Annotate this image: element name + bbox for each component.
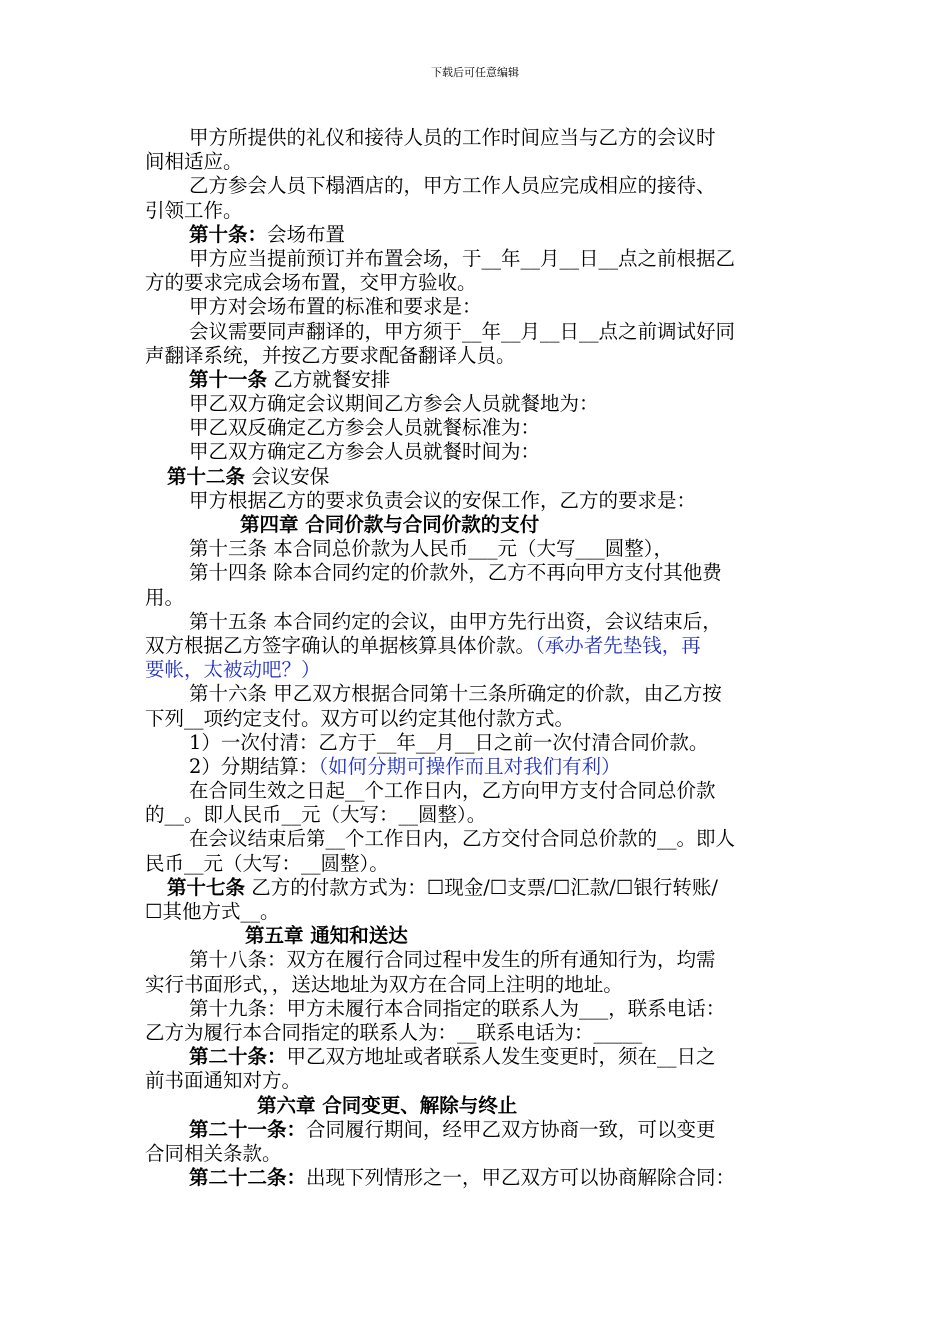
article-title: 乙方就餐安排 (267, 367, 391, 391)
article-title: 会场布置 (267, 222, 346, 246)
text-line: 甲方对会场布置的标准和要求是： (189, 295, 482, 319)
text-line: 声翻译系统，并按乙方要求配备翻译人员。 (145, 343, 516, 367)
article-number: 第二十一条： (189, 1117, 307, 1141)
article-title: 出现下列情形之一，甲乙双方可以协商解除合同： (306, 1166, 736, 1190)
article-title: 合同履行期间，经甲乙双方协商一致，可以变更 (306, 1117, 716, 1141)
article-number: 第十条： (189, 222, 268, 246)
text-line: 在会议结束后第__个工作日内，乙方交付合同总价款的__。即人 (189, 827, 736, 851)
body-text: 2）分期结算： (189, 754, 319, 778)
text-line: 甲乙双方确定乙方参会人员就餐时间为： (189, 440, 541, 464)
comment-note: （如何分期可操作而且对我们有利） (318, 754, 621, 778)
article-number: 第二十条： (189, 1045, 287, 1069)
text-line: 在合同生效之日起__个工作日内，乙方向甲方支付合同总价款 (189, 779, 716, 803)
chapter-heading: 第五章 通知和送达 (245, 924, 408, 948)
article-heading (145, 465, 810, 489)
article-title: 会议安保 (245, 464, 330, 488)
text-line: 第十五条 本合同约定的会议，由甲方先行出资，会议结束后， (189, 609, 722, 633)
text-line: 引领工作。 (145, 198, 243, 222)
body-text: 双方根据乙方签字确认的单据核算具体价款。 (145, 633, 536, 657)
text-line: 用。 (145, 585, 185, 609)
comment-note: （承办者先垫钱，再 (535, 633, 701, 657)
text-line: 民币__元（大写：__圆整）。 (145, 851, 389, 875)
article-number: 第二十二条： (189, 1166, 307, 1190)
text-line: 乙方参会人员下榻酒店的，甲方工作人员应完成相应的接待、 (189, 174, 716, 198)
text-line: ☐其他方式__。 (145, 900, 280, 923)
text-line (145, 634, 810, 658)
chapter-heading: 第四章 合同价款与合同价款的支付 (240, 513, 540, 536)
page-header: 下载后可任意编辑 (431, 66, 519, 79)
text-line: 下列__项约定支付。双方可以约定其他付款方式。 (145, 706, 575, 730)
article-heading (145, 368, 810, 392)
text-line: 前书面通知对方。 (145, 1069, 302, 1093)
text-line: 甲乙双方确定会议期间乙方参会人员就餐地为： (189, 392, 599, 416)
text-line: 合同相关条款。 (145, 1141, 282, 1165)
text-line: 第十九条：甲方未履行本合同指定的联系人为___，联系电话： (189, 996, 726, 1020)
text-line: 乙方为履行本合同指定的联系人为：__联系电话为：_____ (145, 1020, 643, 1044)
text-line: 第十六条 甲乙双方根据合同第十三条所确定的价款，由乙方按 (189, 682, 722, 706)
text-line (145, 755, 810, 779)
text-line: 甲方应当提前预订并布置会场，于__年__月__日__点之前根据乙 (189, 246, 736, 270)
article-title: 甲乙双方地址或者联系人发生变更时，须在__日之 (286, 1045, 716, 1069)
text-line: 第十三条 本合同总价款为人民币___元（大写___圆整）， (189, 537, 673, 561)
text-line: 1）一次付清：乙方于__年__月__日之前一次付清合同价款。 (189, 730, 709, 754)
article-heading (145, 876, 810, 900)
document-body (145, 126, 810, 1190)
text-line: 第十四条 除本合同约定的价款外，乙方不再向甲方支付其他费 (189, 561, 722, 585)
article-number: 第十二条 (167, 464, 246, 488)
comment-note: 要帐，太被动吧？） (145, 658, 321, 682)
article-heading (145, 1045, 810, 1069)
article-number: 第十七条 (167, 875, 246, 899)
text-line: 甲方根据乙方的要求负责会议的安保工作，乙方的要求是： (189, 488, 697, 512)
article-heading (145, 1166, 810, 1190)
article-heading (145, 223, 810, 247)
text-line: 会议需要同声翻译的，甲方须于__年__月__日__点之前调试好同 (189, 319, 736, 343)
article-heading (145, 1118, 810, 1142)
text-line: 方的要求完成会场布置，交甲方验收。 (145, 271, 477, 295)
chapter-heading: 第六章 合同变更、解除与终止 (257, 1093, 518, 1117)
text-line: 的__。即人民币__元（大写：__圆整）。 (145, 803, 487, 827)
article-title: 乙方的付款方式为：☐现金/☐支票/☐汇款/☐银行转账/ (245, 875, 718, 899)
text-line: 第十八条：双方在履行合同过程中发生的所有通知行为，均需 (189, 948, 716, 972)
article-number: 第十一条 (189, 367, 268, 391)
text-line: 甲乙双反确定乙方参会人员就餐标准为： (189, 416, 541, 440)
text-line: 间相适应。 (145, 150, 243, 174)
text-line: 实行书面形式，，送达地址为双方在合同上注明的地址。 (145, 972, 623, 996)
text-line (145, 658, 810, 682)
text-line: 甲方所提供的礼仪和接待人员的工作时间应当与乙方的会议时 (189, 126, 716, 149)
